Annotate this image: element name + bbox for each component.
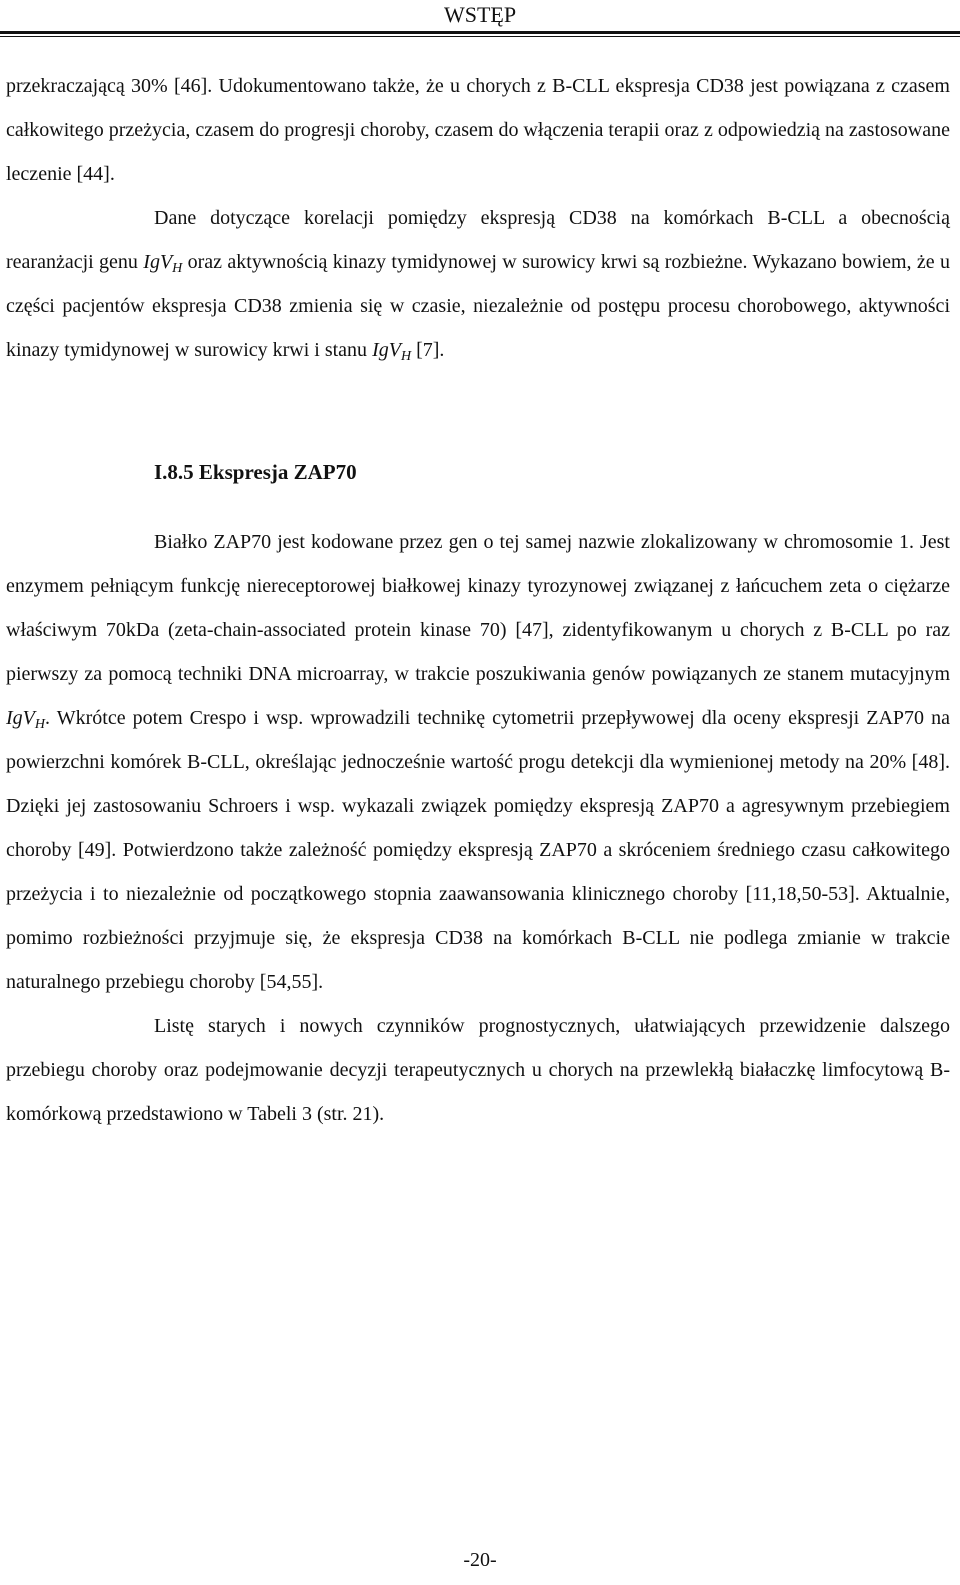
page-number: -20- (463, 1549, 497, 1571)
paragraph-prognostic-factors (6, 1004, 950, 1136)
header-title: WSTĘP (443, 2, 517, 27)
paragraph-text: Listę starych i nowych czynników prognostycznych, ułatwiających przewidzenie dalszego przebiegu choroby oraz podejmowanie decyzji terapeutycznych u chorych na przewlekłą białaczkę limfocytową B-komórkową przedstawiono w Tabeli 3 (str. 21). (6, 1015, 950, 1125)
igvh-subscript: H (400, 349, 412, 364)
igvh-term (143, 251, 183, 276)
section-heading: I.8.5 Ekspresja ZAP70 (154, 460, 357, 484)
paragraph-text-part: . Wkrótce potem Crespo i wsp. wprowadzili technikę cytometrii przepływowej dla oceny ekspresji ZAP70 na powierzchni komórek B-CLL, określając jednocześnie wartość progu detekcji dla wymienionej metody na 20% [48]. Dzięki jej zastosowaniu Schroers i wsp. wykazali związek pomiędzy ekspresją ZAP70 a agresywnym przebiegiem choroby [49]. Potwierdzono także zależność pomiędzy ekspresją ZAP70 a skróceniem średniego czasu całkowitego przeżycia i to niezależnie od początkowego stopnia zaawansowania klinicznego choroby [11,18,50-53]. Aktualnie, pomimo rozbieżności przyjmuje się, że ekspresja CD38 na komórkach B-CLL nie podlega zmianie w trakcie naturalnego przebiegu choroby [54,55]. (6, 707, 950, 993)
page-body (6, 64, 950, 1136)
running-header (0, 0, 960, 32)
paragraph-text-part: oraz aktywnością kinazy tymidynowej w surowicy krwi są rozbieżne. Wykazano bowiem, że u części pacjentów ekspresja CD38 zmienia się w czasie, niezależnie od postępu procesu chorobowego, aktywności kinazy tymidynowej w surowicy krwi i stanu (6, 251, 951, 361)
paragraph-text-part: Białko ZAP70 jest kodowane przez gen o tej samej nazwie zlokalizowany w chromosomie 1. Jest enzymem pełniącym funkcję niereceptorowej białkowej kinazy tyrozynowej związanej z łańcuchem zeta o ciężarze właściwym 70kDa (zeta-chain-associated protein kinase 70) [47], zidentyfikowanym u chorych z B-CLL po raz pierwszy za pomocą techniki DNA microarray, w trakcie poszukiwania genów powiązanych ze stanem mutacyjnym (6, 531, 950, 685)
paragraph-cd38-correlation (6, 196, 950, 372)
igvh-base: IgV (6, 707, 35, 729)
igvh-base: IgV (372, 339, 401, 361)
paragraph-text-part: [7]. (411, 339, 445, 361)
paragraph-zap70 (6, 520, 950, 1004)
header-rule-thin (0, 36, 960, 37)
paragraph-text: przekraczającą 30% [46]. Udokumentowano także, że u chorych z B-CLL ekspresja CD38 jest powiązana z czasem całkowitego przeżycia, czasem do progresji choroby, czasem do włączenia terapii oraz z odpowiedzią na zastosowane leczenie [44]. (6, 75, 950, 185)
igvh-term (6, 707, 46, 732)
header-rule-thick (0, 31, 960, 34)
paragraph-cd38-survival (6, 64, 950, 196)
igvh-term (372, 339, 412, 364)
igvh-subscript: H (172, 261, 183, 276)
igvh-base: IgV (143, 251, 173, 273)
igvh-subscript: H (34, 717, 46, 732)
paragraph-text-part: Dane dotyczące korelacji pomiędzy ekspresją CD38 na komórkach B-CLL a obecnością rearanżacji genu (6, 207, 950, 273)
